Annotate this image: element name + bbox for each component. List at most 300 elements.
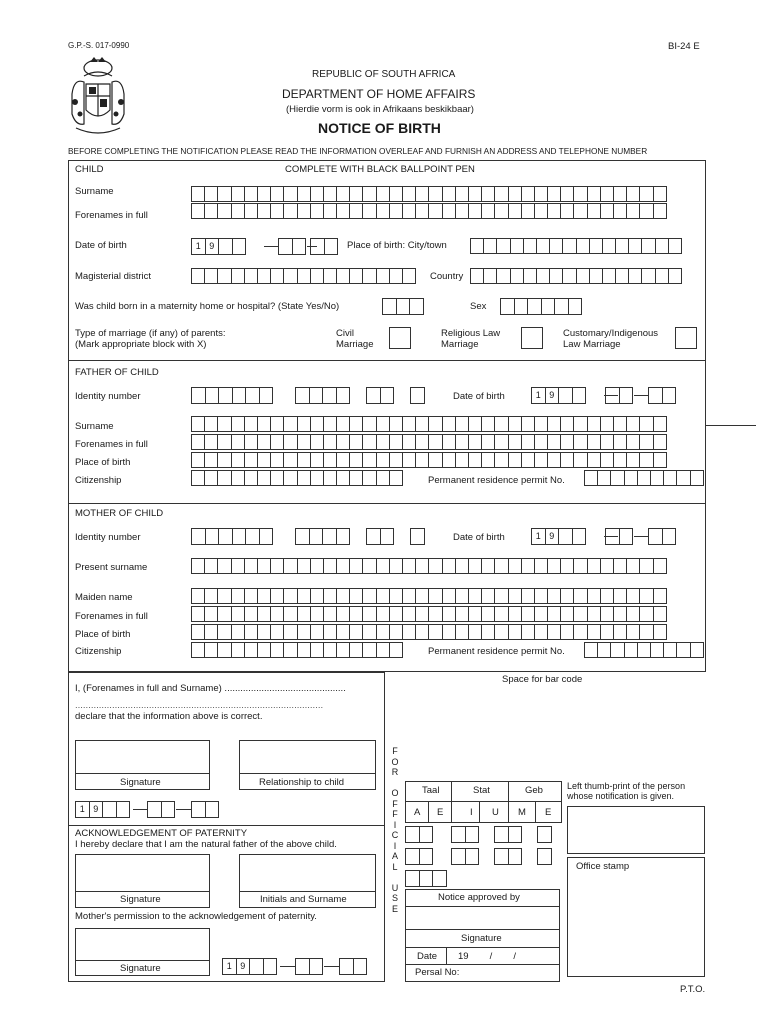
input-cell[interactable] xyxy=(389,268,403,284)
input-cell[interactable] xyxy=(587,416,601,432)
input-cell[interactable] xyxy=(639,416,653,432)
input-cell[interactable] xyxy=(204,558,218,574)
input-cell[interactable] xyxy=(244,588,258,604)
input-cell[interactable] xyxy=(494,624,508,640)
input-cell[interactable] xyxy=(415,452,429,468)
input-cell[interactable] xyxy=(648,387,663,404)
input-cell[interactable] xyxy=(204,642,218,658)
input-cell[interactable] xyxy=(584,642,598,658)
input-cell[interactable] xyxy=(191,470,205,486)
input-cell[interactable] xyxy=(432,870,447,887)
input-cell[interactable] xyxy=(573,203,587,219)
input-cell[interactable] xyxy=(494,558,508,574)
input-cell[interactable] xyxy=(362,203,376,219)
input-cell[interactable] xyxy=(270,203,284,219)
input-cell[interactable] xyxy=(244,416,258,432)
input-cell[interactable] xyxy=(218,238,233,255)
input-cell[interactable] xyxy=(534,452,548,468)
input-cell[interactable] xyxy=(309,528,324,545)
input-cell[interactable] xyxy=(637,642,651,658)
input-cell[interactable] xyxy=(376,624,390,640)
input-cell[interactable] xyxy=(650,470,664,486)
input-cell[interactable] xyxy=(668,268,682,284)
input-cell[interactable] xyxy=(349,452,363,468)
mother-id-group-2[interactable] xyxy=(295,528,350,545)
input-cell[interactable] xyxy=(259,387,274,404)
mother-dob-year[interactable] xyxy=(531,528,586,545)
input-cell[interactable] xyxy=(605,387,620,404)
input-cell[interactable] xyxy=(626,416,640,432)
child-forenames-cells[interactable] xyxy=(191,203,667,219)
input-cell[interactable] xyxy=(428,606,442,622)
input-cell[interactable] xyxy=(521,416,535,432)
input-cell[interactable] xyxy=(310,452,324,468)
input-cell[interactable] xyxy=(573,186,587,202)
input-cell[interactable] xyxy=(376,470,390,486)
input-cell[interactable] xyxy=(641,238,655,254)
input-cell[interactable] xyxy=(494,452,508,468)
input-cell[interactable] xyxy=(587,186,601,202)
input-cell[interactable] xyxy=(402,452,416,468)
input-cell[interactable] xyxy=(204,416,218,432)
child-dob-day[interactable] xyxy=(310,238,338,255)
input-cell[interactable] xyxy=(249,958,264,975)
input-cell[interactable] xyxy=(336,470,350,486)
input-cell[interactable] xyxy=(310,558,324,574)
input-cell[interactable] xyxy=(323,588,337,604)
input-cell[interactable] xyxy=(494,588,508,604)
input-cell[interactable] xyxy=(362,186,376,202)
input-cell[interactable] xyxy=(637,470,651,486)
input-cell[interactable] xyxy=(283,588,297,604)
father-id-group-4[interactable] xyxy=(410,387,425,404)
input-cell[interactable] xyxy=(428,558,442,574)
input-cell[interactable] xyxy=(560,416,574,432)
input-cell[interactable] xyxy=(323,558,337,574)
input-cell[interactable] xyxy=(547,452,561,468)
input-cell[interactable] xyxy=(323,452,337,468)
input-cell[interactable] xyxy=(204,606,218,622)
input-cell[interactable] xyxy=(231,558,245,574)
input-cell[interactable] xyxy=(587,558,601,574)
input-cell[interactable] xyxy=(244,186,258,202)
input-cell[interactable] xyxy=(405,848,420,865)
input-cell[interactable] xyxy=(428,624,442,640)
input-cell[interactable] xyxy=(376,642,390,658)
input-cell[interactable] xyxy=(245,387,260,404)
input-cell[interactable] xyxy=(297,203,311,219)
input-cell[interactable] xyxy=(310,434,324,450)
input-cell[interactable] xyxy=(410,528,425,545)
input-cell[interactable] xyxy=(597,642,611,658)
input-cell[interactable] xyxy=(613,606,627,622)
input-cell[interactable] xyxy=(572,387,587,404)
input-cell[interactable] xyxy=(270,470,284,486)
input-cell[interactable] xyxy=(481,624,495,640)
input-cell[interactable] xyxy=(547,186,561,202)
input-cell[interactable] xyxy=(257,434,271,450)
input-cell[interactable] xyxy=(428,452,442,468)
input-cell[interactable] xyxy=(536,238,550,254)
input-cell[interactable] xyxy=(204,186,218,202)
input-cell[interactable] xyxy=(376,434,390,450)
input-cell[interactable] xyxy=(521,624,535,640)
input-cell[interactable] xyxy=(639,588,653,604)
input-cell[interactable] xyxy=(455,452,469,468)
input-cell[interactable] xyxy=(297,470,311,486)
input-cell[interactable] xyxy=(415,434,429,450)
input-cell[interactable] xyxy=(339,958,354,975)
input-cell[interactable] xyxy=(470,238,484,254)
input-cell[interactable] xyxy=(366,387,381,404)
input-cell[interactable] xyxy=(639,452,653,468)
input-cell[interactable] xyxy=(257,588,271,604)
mother-dob-month[interactable] xyxy=(605,528,633,545)
input-cell[interactable] xyxy=(257,268,271,284)
input-cell[interactable] xyxy=(494,606,508,622)
input-cell[interactable] xyxy=(597,470,611,486)
input-cell[interactable] xyxy=(451,826,466,843)
input-cell[interactable] xyxy=(455,203,469,219)
input-cell[interactable] xyxy=(270,606,284,622)
father-permit-cells[interactable] xyxy=(584,470,704,486)
child-country-cells[interactable] xyxy=(470,268,682,284)
input-cell[interactable] xyxy=(442,416,456,432)
input-cell[interactable] xyxy=(653,416,667,432)
input-cell[interactable] xyxy=(468,558,482,574)
input-cell[interactable] xyxy=(323,434,337,450)
input-cell[interactable] xyxy=(468,203,482,219)
input-cell[interactable] xyxy=(292,238,307,255)
input-cell[interactable] xyxy=(283,268,297,284)
input-cell[interactable] xyxy=(389,416,403,432)
input-cell[interactable] xyxy=(405,826,420,843)
input-cell[interactable] xyxy=(323,606,337,622)
input-cell[interactable] xyxy=(376,588,390,604)
input-cell[interactable] xyxy=(451,848,466,865)
input-cell[interactable] xyxy=(442,203,456,219)
input-cell[interactable] xyxy=(270,588,284,604)
input-cell[interactable] xyxy=(508,186,522,202)
input-cell[interactable] xyxy=(573,558,587,574)
child-dob-year[interactable] xyxy=(191,238,246,255)
input-cell[interactable] xyxy=(455,434,469,450)
input-cell[interactable] xyxy=(389,470,403,486)
input-cell[interactable] xyxy=(310,624,324,640)
input-cell[interactable] xyxy=(534,606,548,622)
input-cell[interactable] xyxy=(628,238,642,254)
input-cell[interactable] xyxy=(270,558,284,574)
input-cell[interactable] xyxy=(283,452,297,468)
input-cell[interactable] xyxy=(547,558,561,574)
input-cell[interactable] xyxy=(508,558,522,574)
input-cell[interactable] xyxy=(494,434,508,450)
input-cell[interactable] xyxy=(270,642,284,658)
input-cell[interactable] xyxy=(349,186,363,202)
input-cell[interactable] xyxy=(653,186,667,202)
input-cell[interactable] xyxy=(496,268,510,284)
input-cell[interactable] xyxy=(415,606,429,622)
input-cell[interactable] xyxy=(562,238,576,254)
input-cell[interactable] xyxy=(366,528,381,545)
input-cell[interactable] xyxy=(600,452,614,468)
input-cell[interactable] xyxy=(547,624,561,640)
input-cell[interactable] xyxy=(217,416,231,432)
input-cell[interactable] xyxy=(402,416,416,432)
input-cell[interactable] xyxy=(204,434,218,450)
input-cell[interactable] xyxy=(690,470,704,486)
input-cell[interactable] xyxy=(576,268,590,284)
input-cell[interactable] xyxy=(376,452,390,468)
input-cell[interactable] xyxy=(310,588,324,604)
input-cell[interactable] xyxy=(419,870,434,887)
father-citizenship-cells[interactable] xyxy=(191,470,403,486)
input-cell[interactable] xyxy=(116,801,131,818)
input-cell[interactable] xyxy=(537,826,552,843)
input-cell[interactable] xyxy=(626,606,640,622)
official-cells-1a[interactable] xyxy=(405,826,433,843)
input-cell[interactable] xyxy=(470,268,484,284)
input-cell[interactable] xyxy=(297,642,311,658)
input-cell[interactable] xyxy=(600,588,614,604)
father-surname-cells[interactable] xyxy=(191,416,667,432)
input-cell[interactable] xyxy=(589,238,603,254)
input-cell[interactable] xyxy=(336,268,350,284)
input-cell[interactable] xyxy=(510,238,524,254)
input-cell[interactable] xyxy=(297,624,311,640)
input-cell[interactable] xyxy=(376,186,390,202)
input-cell[interactable] xyxy=(362,588,376,604)
input-cell[interactable] xyxy=(547,416,561,432)
input-cell[interactable] xyxy=(536,268,550,284)
input-cell[interactable] xyxy=(297,558,311,574)
input-cell[interactable] xyxy=(336,203,350,219)
input-cell[interactable] xyxy=(191,268,205,284)
input-cell[interactable] xyxy=(415,416,429,432)
input-cell[interactable] xyxy=(562,268,576,284)
input-cell[interactable] xyxy=(428,416,442,432)
official-cells-1c[interactable] xyxy=(494,826,522,843)
input-cell[interactable] xyxy=(547,606,561,622)
input-cell[interactable] xyxy=(191,801,206,818)
thumbprint-box[interactable] xyxy=(567,806,705,854)
office-stamp-box[interactable] xyxy=(567,857,705,977)
input-cell[interactable] xyxy=(362,416,376,432)
father-id-group-1[interactable] xyxy=(191,387,273,404)
input-cell[interactable] xyxy=(641,268,655,284)
input-cell[interactable] xyxy=(639,624,653,640)
input-cell[interactable] xyxy=(560,186,574,202)
civil-marriage-checkbox[interactable] xyxy=(389,327,411,349)
input-cell[interactable] xyxy=(283,416,297,432)
input-cell[interactable] xyxy=(336,642,350,658)
input-cell[interactable] xyxy=(568,298,583,315)
input-cell[interactable] xyxy=(558,387,573,404)
input-cell[interactable] xyxy=(389,642,403,658)
input-cell[interactable] xyxy=(442,606,456,622)
input-cell[interactable] xyxy=(336,452,350,468)
input-cell[interactable] xyxy=(534,624,548,640)
input-cell[interactable] xyxy=(587,452,601,468)
input-cell[interactable] xyxy=(419,848,434,865)
input-cell[interactable] xyxy=(508,606,522,622)
input-cell[interactable] xyxy=(309,958,324,975)
input-cell[interactable] xyxy=(655,238,669,254)
input-cell[interactable] xyxy=(102,801,117,818)
official-cells-2b[interactable] xyxy=(451,848,479,865)
input-cell[interactable] xyxy=(380,387,395,404)
input-cell[interactable] xyxy=(521,606,535,622)
input-cell[interactable] xyxy=(613,624,627,640)
input-cell[interactable] xyxy=(494,416,508,432)
input-cell[interactable] xyxy=(217,606,231,622)
input-cell[interactable] xyxy=(191,387,206,404)
input-cell[interactable] xyxy=(534,203,548,219)
input-cell[interactable] xyxy=(613,452,627,468)
input-cell[interactable] xyxy=(389,203,403,219)
father-dob-year[interactable] xyxy=(531,387,586,404)
input-cell[interactable] xyxy=(587,203,601,219)
input-cell[interactable] xyxy=(442,588,456,604)
input-cell[interactable] xyxy=(455,624,469,640)
input-cell[interactable] xyxy=(410,387,425,404)
input-cell[interactable] xyxy=(527,298,542,315)
input-cell[interactable] xyxy=(628,268,642,284)
input-cell[interactable] xyxy=(541,298,556,315)
input-cell[interactable] xyxy=(205,528,220,545)
input-cell[interactable] xyxy=(587,624,601,640)
input-cell[interactable] xyxy=(481,434,495,450)
input-cell[interactable] xyxy=(615,238,629,254)
input-cell[interactable] xyxy=(147,801,162,818)
input-cell[interactable] xyxy=(362,452,376,468)
input-cell[interactable] xyxy=(600,558,614,574)
input-cell[interactable] xyxy=(626,452,640,468)
input-cell[interactable] xyxy=(600,624,614,640)
input-cell[interactable] xyxy=(508,588,522,604)
input-cell[interactable] xyxy=(204,268,218,284)
input-cell[interactable] xyxy=(349,268,363,284)
input-cell[interactable] xyxy=(573,416,587,432)
input-cell[interactable] xyxy=(662,387,677,404)
input-cell[interactable] xyxy=(508,848,523,865)
input-cell[interactable] xyxy=(323,624,337,640)
input-cell[interactable] xyxy=(468,452,482,468)
customary-marriage-checkbox[interactable] xyxy=(675,327,697,349)
input-cell[interactable] xyxy=(231,416,245,432)
input-cell[interactable] xyxy=(362,642,376,658)
input-cell[interactable] xyxy=(428,588,442,604)
input-cell[interactable] xyxy=(573,452,587,468)
input-cell[interactable] xyxy=(283,558,297,574)
input-cell[interactable] xyxy=(336,558,350,574)
mother-present-surname-cells[interactable] xyxy=(191,558,667,574)
mother-maiden-cells[interactable] xyxy=(191,588,667,604)
input-cell[interactable] xyxy=(468,588,482,604)
input-cell[interactable] xyxy=(676,470,690,486)
input-cell[interactable] xyxy=(560,588,574,604)
child-district-cells[interactable] xyxy=(191,268,416,284)
child-hospital-cells[interactable] xyxy=(382,298,424,315)
input-cell[interactable] xyxy=(336,186,350,202)
input-cell[interactable] xyxy=(244,434,258,450)
input-cell[interactable] xyxy=(626,588,640,604)
input-cell[interactable] xyxy=(362,434,376,450)
input-cell[interactable] xyxy=(584,470,598,486)
input-cell[interactable] xyxy=(244,558,258,574)
input-cell[interactable] xyxy=(349,203,363,219)
input-cell[interactable] xyxy=(415,203,429,219)
input-cell[interactable] xyxy=(428,203,442,219)
input-cell[interactable] xyxy=(587,588,601,604)
input-cell[interactable] xyxy=(396,298,411,315)
input-cell[interactable] xyxy=(521,452,535,468)
input-cell[interactable] xyxy=(560,606,574,622)
input-cell[interactable] xyxy=(161,801,176,818)
input-cell[interactable] xyxy=(263,958,278,975)
input-cell[interactable] xyxy=(602,238,616,254)
input-cell[interactable] xyxy=(389,624,403,640)
input-cell[interactable] xyxy=(297,434,311,450)
input-cell[interactable] xyxy=(283,642,297,658)
input-cell[interactable] xyxy=(297,452,311,468)
input-cell[interactable] xyxy=(283,470,297,486)
input-cell[interactable] xyxy=(218,387,233,404)
input-cell[interactable] xyxy=(380,528,395,545)
father-dob-month[interactable] xyxy=(605,387,633,404)
input-cell[interactable] xyxy=(389,558,403,574)
input-cell[interactable] xyxy=(653,624,667,640)
input-cell[interactable] xyxy=(534,416,548,432)
input-cell[interactable] xyxy=(442,558,456,574)
input-cell[interactable] xyxy=(244,624,258,640)
input-cell[interactable] xyxy=(481,203,495,219)
input-cell[interactable] xyxy=(231,434,245,450)
mother-permit-cells[interactable] xyxy=(584,642,704,658)
input-cell[interactable] xyxy=(624,470,638,486)
input-cell[interactable] xyxy=(402,558,416,574)
religious-marriage-checkbox[interactable] xyxy=(521,327,543,349)
input-cell[interactable] xyxy=(521,558,535,574)
input-cell[interactable] xyxy=(382,298,397,315)
input-cell[interactable] xyxy=(244,470,258,486)
input-cell[interactable] xyxy=(626,434,640,450)
input-cell[interactable] xyxy=(257,416,271,432)
input-cell[interactable] xyxy=(231,268,245,284)
input-cell[interactable] xyxy=(481,606,495,622)
input-cell[interactable] xyxy=(309,387,324,404)
input-cell[interactable] xyxy=(534,186,548,202)
input-cell[interactable] xyxy=(204,203,218,219)
input-cell[interactable] xyxy=(205,387,220,404)
input-cell[interactable] xyxy=(534,558,548,574)
input-cell[interactable] xyxy=(204,624,218,640)
input-cell[interactable] xyxy=(349,470,363,486)
input-cell[interactable] xyxy=(232,528,247,545)
input-cell[interactable] xyxy=(244,203,258,219)
input-cell[interactable] xyxy=(558,528,573,545)
input-cell[interactable] xyxy=(602,268,616,284)
input-cell[interactable] xyxy=(613,434,627,450)
input-cell[interactable] xyxy=(349,624,363,640)
input-cell[interactable] xyxy=(257,203,271,219)
input-cell[interactable] xyxy=(508,624,522,640)
input-cell[interactable] xyxy=(297,416,311,432)
input-cell[interactable] xyxy=(310,642,324,658)
input-cell[interactable] xyxy=(204,452,218,468)
input-cell[interactable] xyxy=(310,470,324,486)
input-cell[interactable] xyxy=(402,588,416,604)
